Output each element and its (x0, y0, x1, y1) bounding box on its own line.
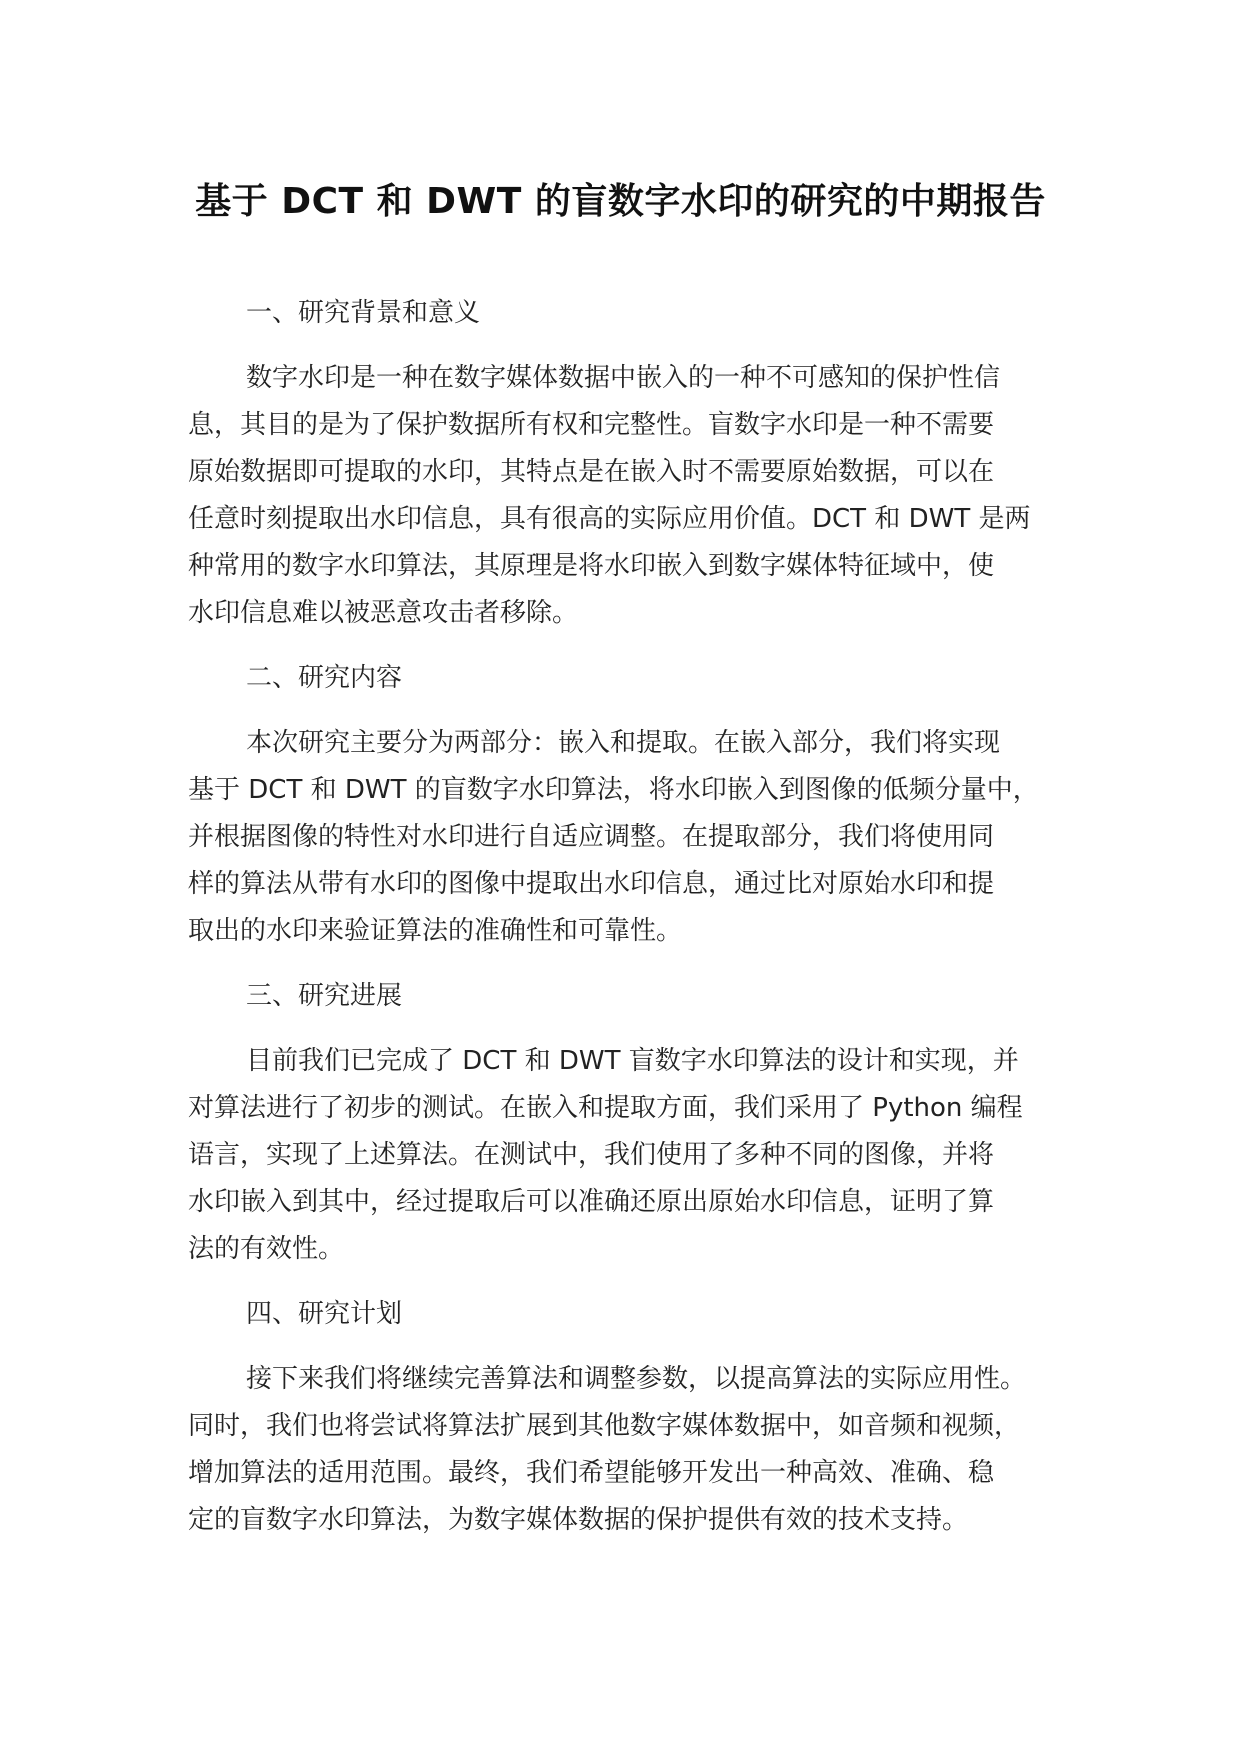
section-heading: 四、研究计划 (246, 1299, 403, 1329)
section-heading: 三、研究进展 (246, 981, 403, 1011)
paragraph-line: 水印信息难以被恶意攻击者移除。 (188, 598, 579, 628)
paragraph-line: 任意时刻提取出水印信息，具有很高的实际应用价值。DCT 和 DWT 是两 (188, 504, 1031, 534)
paragraph-line: 法的有效性。 (188, 1234, 345, 1264)
paragraph-line: 数字水印是一种在数字媒体数据中嵌入的一种不可感知的保护性信 (246, 363, 1001, 393)
paragraph-line: 对算法进行了初步的测试。在嵌入和提取方面，我们采用了 Python 编程 (188, 1093, 1023, 1123)
paragraph-line: 原始数据即可提取的水印，其特点是在嵌入时不需要原始数据，可以在 (188, 457, 995, 487)
paragraph-line: 目前我们已完成了 DCT 和 DWT 盲数字水印算法的设计和实现，并 (246, 1046, 1019, 1076)
paragraph-line: 取出的水印来验证算法的准确性和可靠性。 (188, 916, 683, 946)
section-plan (188, 1291, 1088, 1544)
paragraph-line: 样的算法从带有水印的图像中提取出水印信息，通过比对原始水印和提 (188, 869, 995, 899)
section-heading: 二、研究内容 (246, 663, 403, 693)
paragraph-line: 本次研究主要分为两部分：嵌入和提取。在嵌入部分，我们将实现 (246, 728, 1001, 758)
section-paragraph (188, 355, 1088, 637)
section-content (188, 655, 1088, 955)
section-paragraph (188, 1038, 1088, 1273)
section-paragraph (188, 1356, 1088, 1544)
paragraph-line: 同时，我们也将尝试将算法扩展到其他数字媒体数据中，如音频和视频， (188, 1411, 1021, 1441)
document-title: 基于 DCT 和 DWT 的盲数字水印的研究的中期报告 (195, 181, 1046, 222)
paragraph-line: 增加算法的适用范围。最终，我们希望能够开发出一种高效、准确、稳 (188, 1458, 995, 1488)
paragraph-line: 水印嵌入到其中，经过提取后可以准确还原出原始水印信息，证明了算 (188, 1187, 995, 1217)
paragraph-line: 接下来我们将继续完善算法和调整参数，以提高算法的实际应用性。 (246, 1364, 1027, 1394)
paragraph-line: 基于 DCT 和 DWT 的盲数字水印算法，将水印嵌入到图像的低频分量中， (188, 775, 1039, 805)
section-paragraph (188, 720, 1088, 955)
paragraph-line: 息，其目的是为了保护数据所有权和完整性。盲数字水印是一种不需要 (188, 410, 995, 440)
paragraph-line: 并根据图像的特性对水印进行自适应调整。在提取部分，我们将使用同 (188, 822, 995, 852)
paragraph-line: 种常用的数字水印算法，其原理是将水印嵌入到数字媒体特征域中，使 (188, 551, 995, 581)
document-body (188, 290, 1088, 1562)
section-progress (188, 973, 1088, 1273)
paragraph-line: 语言，实现了上述算法。在测试中，我们使用了多种不同的图像，并将 (188, 1140, 995, 1170)
section-background (188, 290, 1088, 637)
paragraph-line: 定的盲数字水印算法，为数字媒体数据的保护提供有效的技术支持。 (188, 1505, 969, 1535)
section-heading: 一、研究背景和意义 (246, 298, 481, 328)
